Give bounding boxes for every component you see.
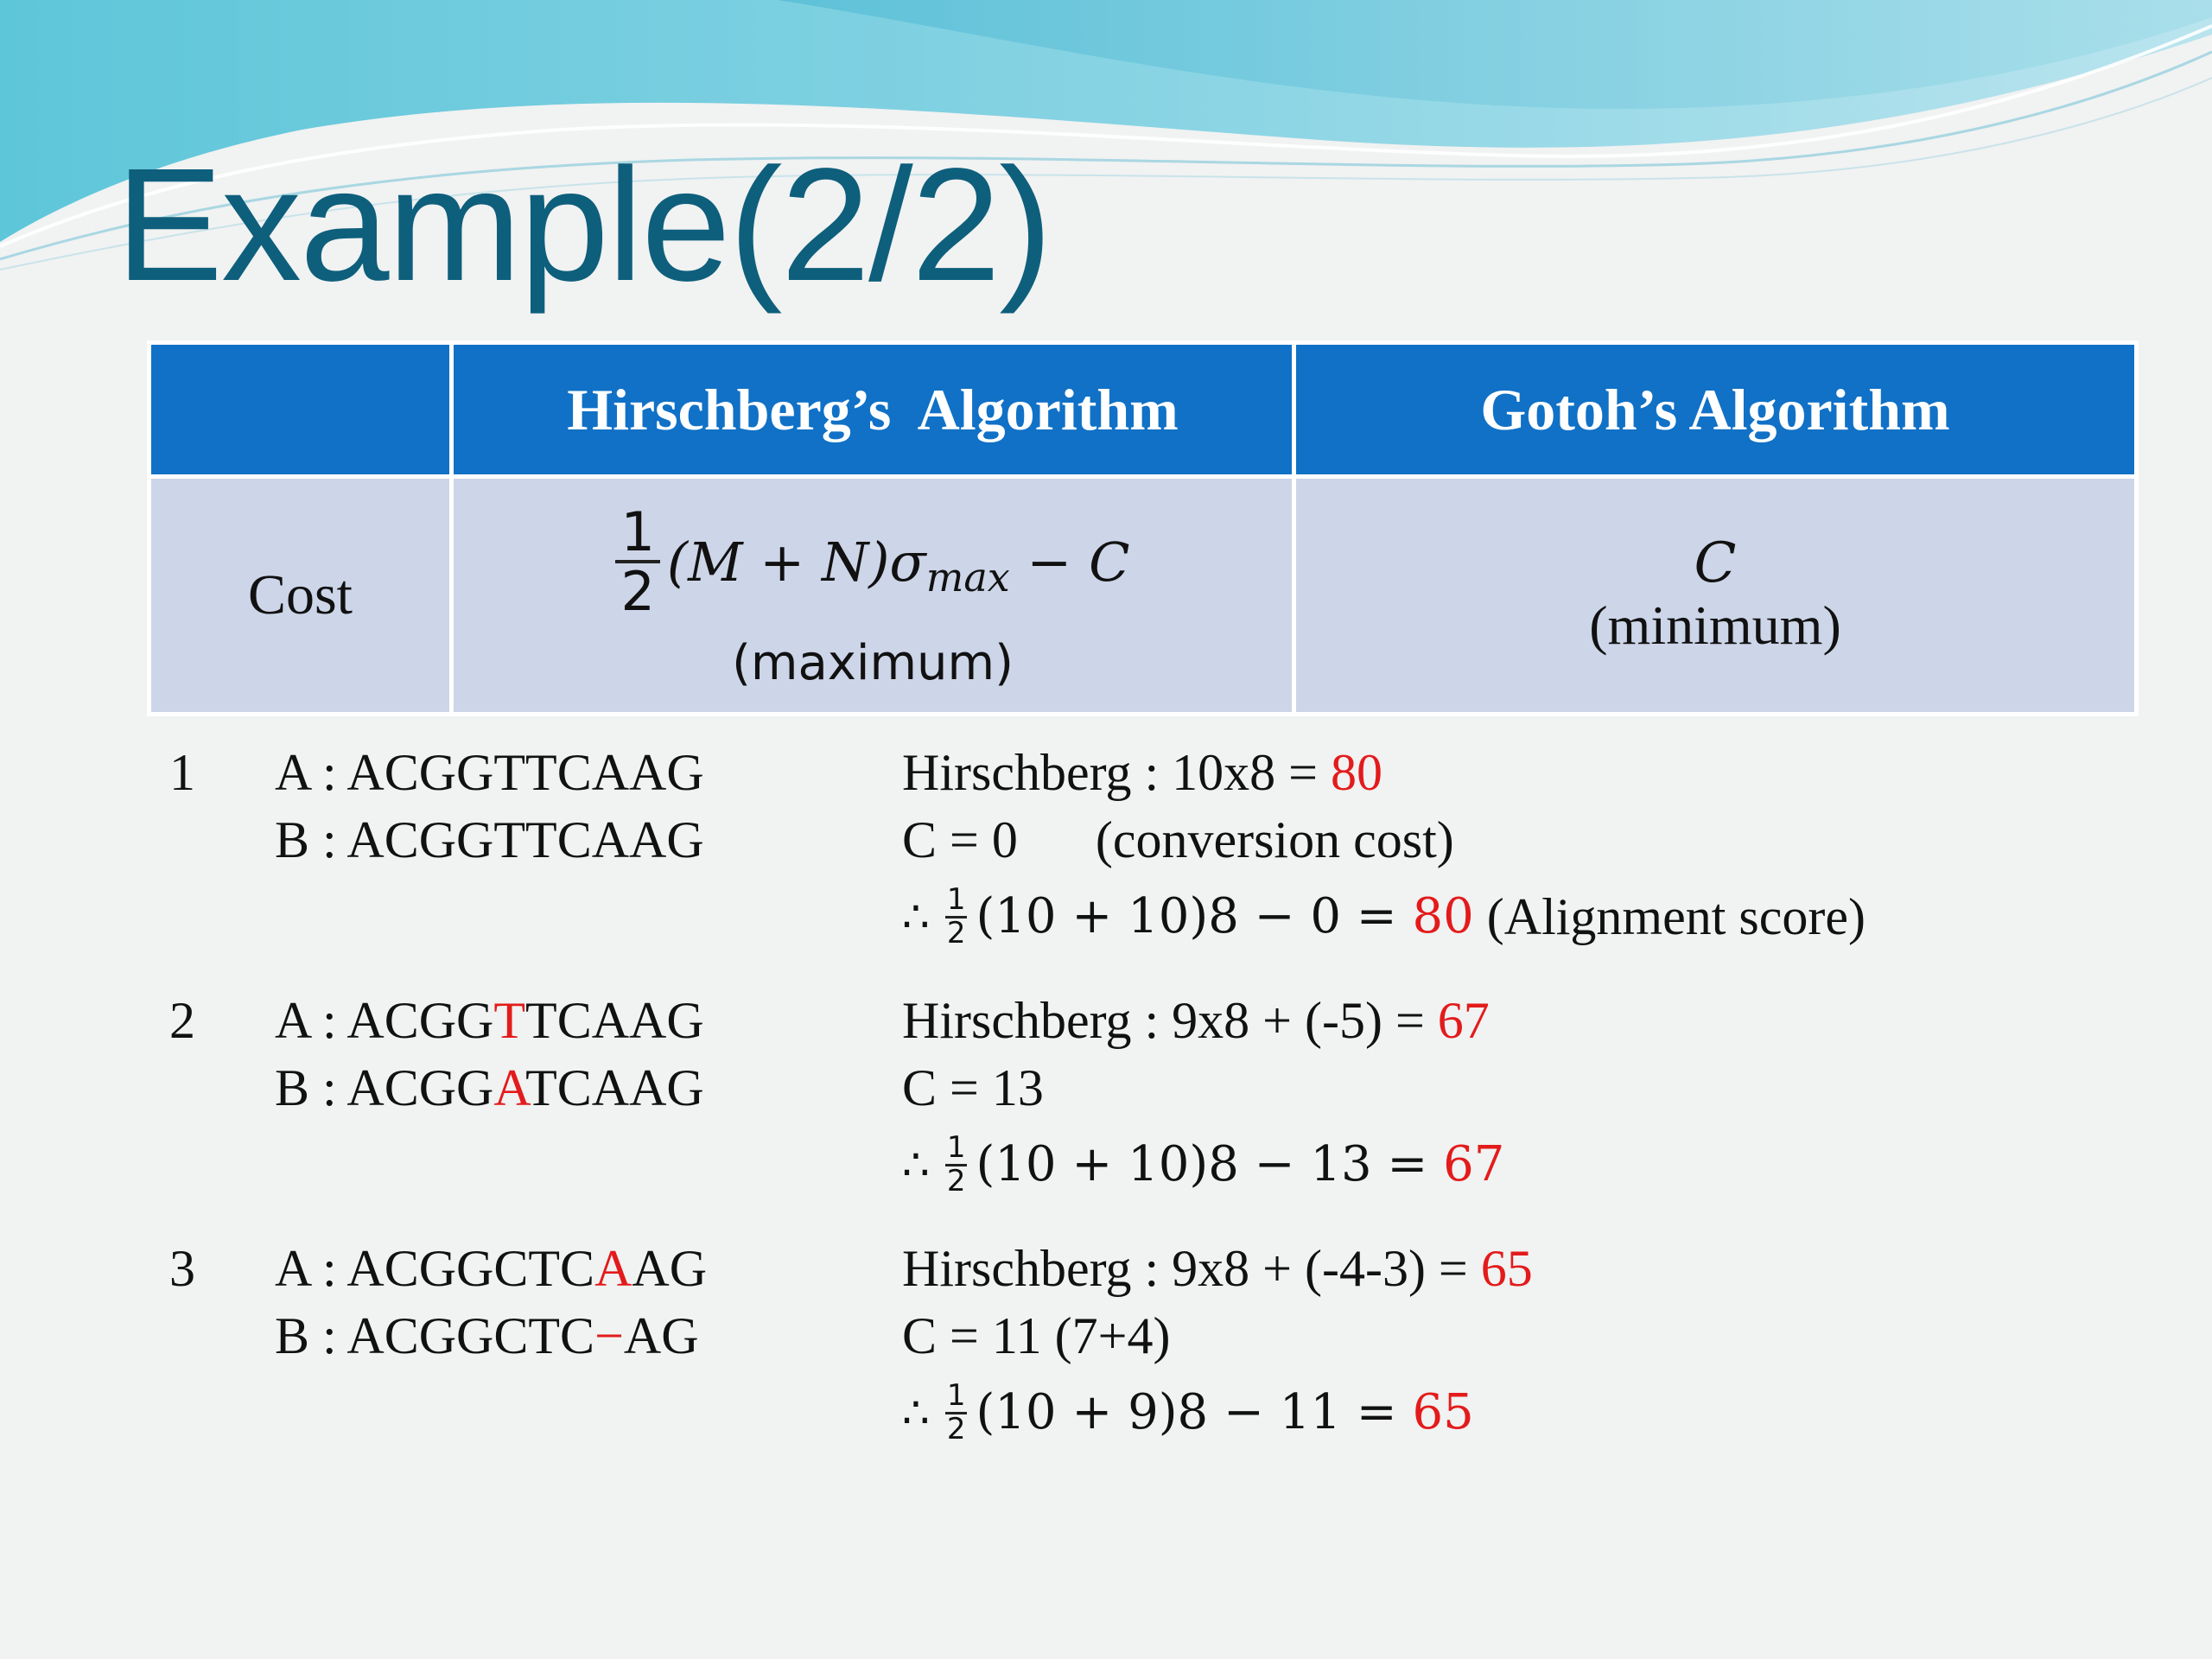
formula-tail: − C	[1009, 530, 1130, 594]
formula-score: 65	[1412, 1384, 1474, 1440]
therefore-symbol: ∴	[902, 1140, 930, 1190]
score-value: 67	[1437, 992, 1490, 1049]
example-1-seq-a	[275, 739, 704, 806]
seq-a-prefix: A : ACGGTTCAAG	[275, 744, 704, 801]
fraction-numerator: 1	[615, 504, 659, 563]
formula-expression: (10 + 10)8 − 13 =	[976, 1136, 1444, 1192]
fraction-numerator: 1	[946, 881, 966, 917]
half-fraction	[615, 499, 659, 623]
example-1-score-line	[902, 739, 1866, 806]
seq-b-suffix: AG	[623, 1307, 699, 1364]
comparison-table	[147, 340, 2139, 716]
example-1-number: 1	[169, 744, 195, 801]
formula-suffix: (Alignment score)	[1473, 888, 1866, 945]
example-2-seq-a	[275, 987, 704, 1054]
score-text: Hirschberg : 9x8 + (-4-3) =	[902, 1240, 1481, 1297]
header-empty-cell	[149, 343, 452, 477]
example-1-seq-b	[275, 806, 704, 874]
fraction-denominator: 2	[946, 1411, 966, 1446]
example-3-seq-a	[275, 1235, 707, 1302]
fraction-numerator: 1	[946, 1377, 966, 1413]
table-header-row	[149, 343, 2137, 477]
example-1-formula-line	[902, 874, 1866, 960]
seq-b-prefix: B : ACGGCTC	[275, 1307, 595, 1364]
example-2-result	[902, 987, 1504, 1208]
seq-a-highlight: T	[493, 992, 526, 1049]
formula-score: 67	[1443, 1136, 1505, 1192]
formula-expression: (M + N)σ	[666, 530, 926, 594]
seq-b-prefix: B : ACGG	[275, 1059, 494, 1116]
therefore-symbol: ∴	[902, 1388, 930, 1438]
fraction-denominator: 2	[946, 1163, 966, 1198]
example-3-number: 3	[169, 1240, 195, 1297]
fraction-numerator: 1	[946, 1129, 966, 1165]
example-1-sequences	[275, 739, 704, 874]
half-fraction	[942, 1129, 971, 1198]
seq-a-suffix: TCAAG	[525, 992, 704, 1049]
example-2-number: 2	[169, 992, 195, 1049]
example-3-score-line	[902, 1235, 1533, 1302]
score-value: 80	[1331, 744, 1382, 801]
example-1-result	[902, 739, 1866, 960]
example-2-seq-b	[275, 1054, 704, 1122]
example-3-formula-line	[902, 1370, 1533, 1456]
example-1-cost-line: C = 0 (conversion cost)	[902, 811, 1454, 868]
hirschberg-cost-cell	[452, 477, 1294, 715]
seq-b-suffix: TCAAG	[525, 1059, 704, 1116]
score-text: Hirschberg : 10x8 =	[902, 744, 1331, 801]
formula-expression: (10 + 10)8 − 0 =	[976, 888, 1413, 944]
formula-expression: (10 + 9)8 − 11 =	[976, 1384, 1413, 1440]
seq-a-suffix: AG	[632, 1240, 708, 1297]
fraction-denominator: 2	[620, 560, 655, 623]
example-2-cost-line: C = 13	[902, 1059, 1044, 1116]
seq-b-prefix: B : ACGGTTCAAG	[275, 811, 704, 868]
seq-a-prefix: A : ACGG	[275, 992, 494, 1049]
table-row-cost	[149, 477, 2137, 715]
half-fraction	[942, 881, 971, 950]
score-value: 65	[1480, 1240, 1533, 1297]
gotoh-cost-note: (minimum)	[1589, 594, 1841, 657]
example-2-sequences	[275, 987, 704, 1122]
header-hirschberg: Hirschberg’s Algorithm	[452, 343, 1294, 477]
half-fraction	[942, 1377, 971, 1446]
example-3-sequences	[275, 1235, 707, 1370]
gotoh-cost-cell	[1294, 477, 2137, 715]
fraction-denominator: 2	[946, 915, 966, 950]
therefore-symbol: ∴	[902, 892, 930, 942]
seq-a-prefix: A : ACGGCTC	[275, 1240, 595, 1297]
hirschberg-cost-note: (maximum)	[732, 635, 1014, 692]
seq-a-highlight: A	[594, 1240, 632, 1297]
example-3-cost-line: C = 11 (7+4)	[902, 1307, 1171, 1364]
seq-b-highlight: A	[493, 1059, 526, 1116]
example-3-result	[902, 1235, 1533, 1456]
example-2-score-line	[902, 987, 1504, 1054]
example-2-formula-line	[902, 1122, 1504, 1208]
example-3-seq-b	[275, 1302, 707, 1370]
hirschberg-cost-formula	[615, 499, 1130, 623]
score-text: Hirschberg : 9x8 + (-5) =	[902, 992, 1438, 1049]
slide-title: Example(2/2)	[116, 136, 1052, 315]
row-label-cost: Cost	[149, 477, 452, 715]
header-gotoh: Gotoh’s Algorithm	[1294, 343, 2137, 477]
formula-score: 80	[1412, 888, 1474, 944]
formula-subscript: max	[925, 554, 1010, 601]
gotoh-cost-value: C	[1694, 531, 1737, 595]
seq-b-highlight: −	[594, 1307, 624, 1364]
